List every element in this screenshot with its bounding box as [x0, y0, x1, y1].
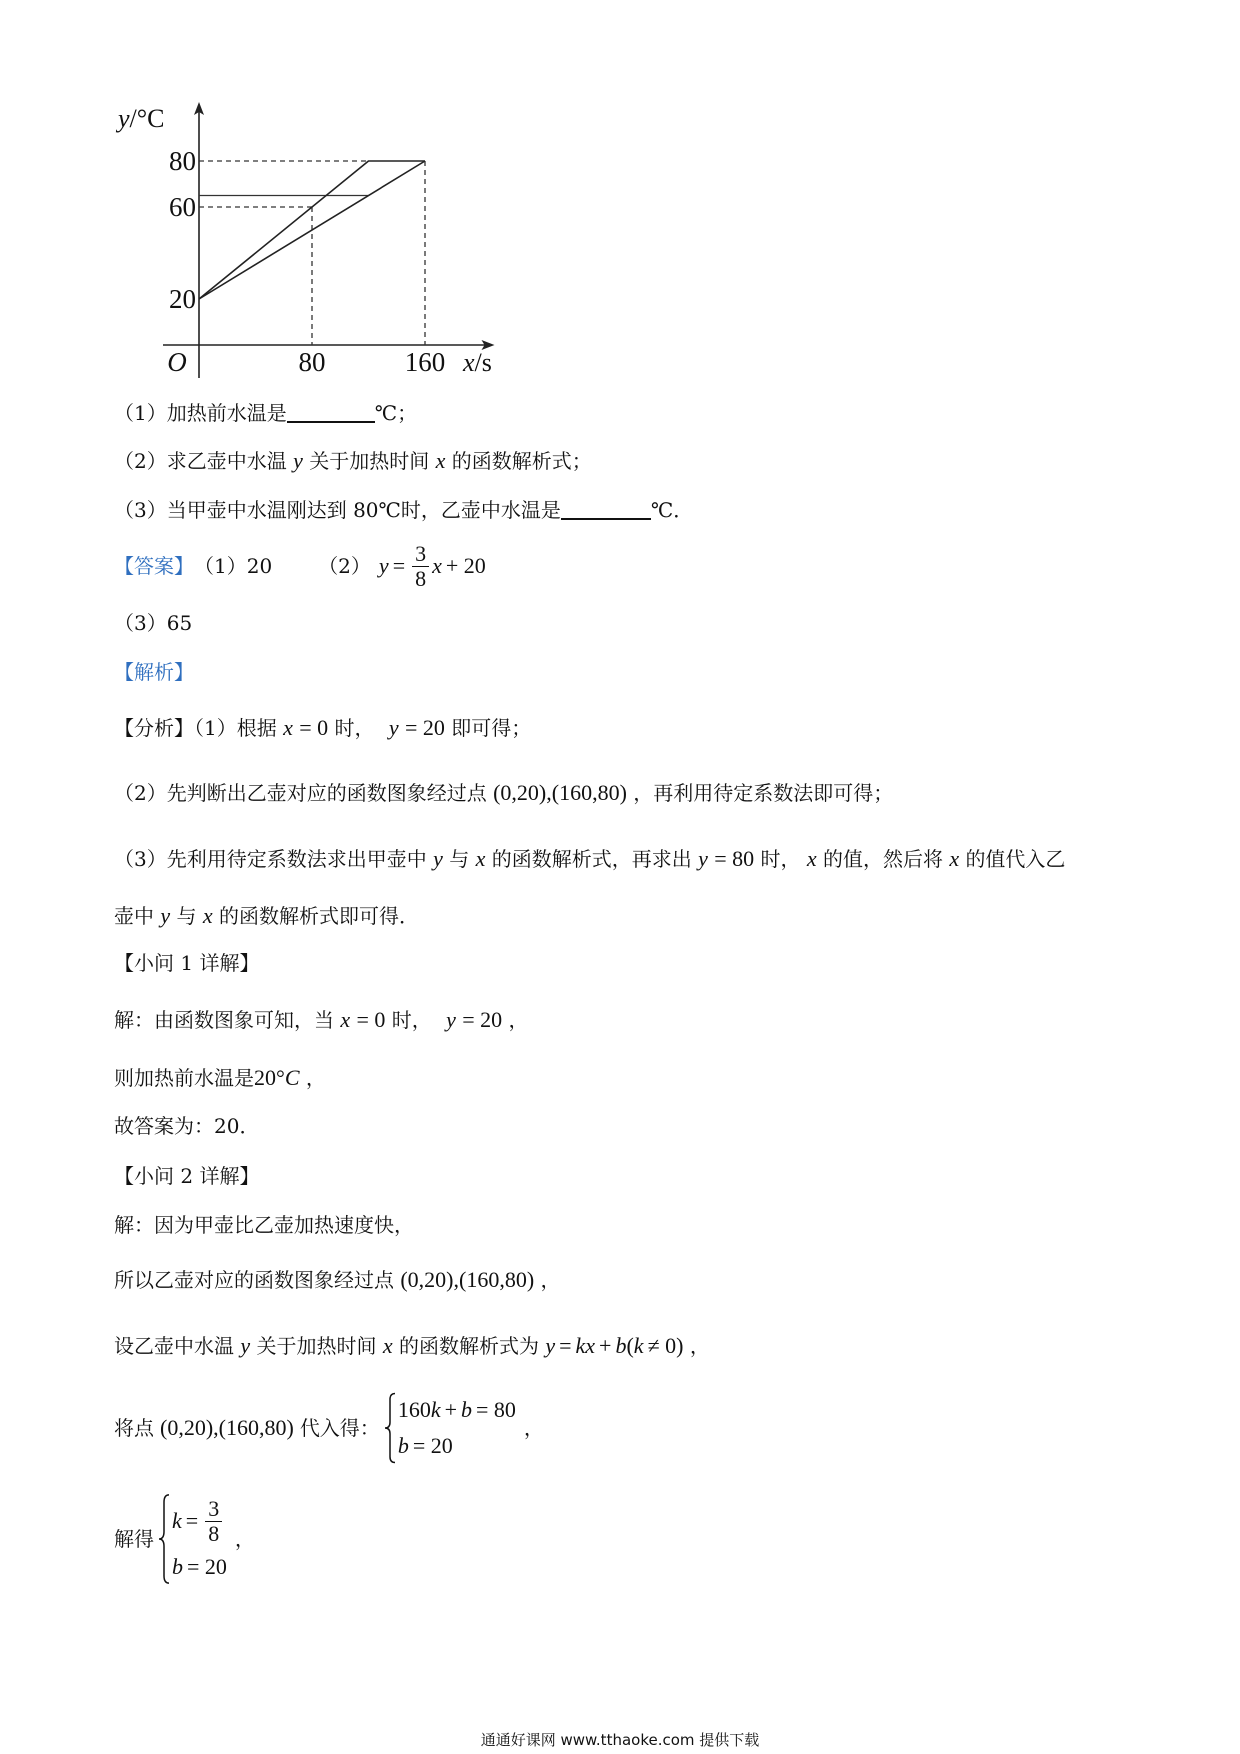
variable-b: b [615, 1333, 627, 1358]
detail-1-line-1 [114, 1006, 529, 1034]
math-segment: = 20 [462, 1007, 503, 1032]
question-1 [114, 399, 417, 427]
temperature-time-chart [100, 90, 520, 390]
text-segment: 设乙壶中水温 [114, 1334, 234, 1358]
question-2-text-a: （2）求乙壶中水温 [114, 449, 287, 473]
text-segment: ， [305, 1066, 326, 1090]
answer-part-3-text: （3）65 [114, 611, 193, 635]
equation-rows [398, 1392, 516, 1464]
text-segment: 代入得： [299, 1416, 380, 1440]
text-segment: 的函数解析式为 [398, 1334, 539, 1358]
variable-x: x [283, 715, 293, 740]
y-tick-label-20: 20 [169, 284, 196, 314]
question-1-unit: ℃； [374, 401, 418, 425]
answer-formula-y: y [378, 553, 389, 578]
detail-2-line-1 [114, 1211, 414, 1239]
text-segment: ， [689, 1334, 710, 1358]
detail-2-line-3 [114, 1332, 710, 1360]
page-footer: 通通好课网 www.tthaoke.com 提供下载 [480, 1731, 760, 1749]
variable-x: x [202, 903, 213, 928]
answer-blank-3 [561, 498, 651, 520]
text-segment: 与 [176, 904, 197, 928]
x-tick-label-80: 80 [298, 347, 326, 377]
solution-system [158, 1493, 227, 1585]
detail-2-tag: 【小问 2 详解】 [114, 1164, 260, 1188]
detail-2-line-2 [114, 1266, 561, 1294]
math-segment: = 0 [356, 1007, 386, 1032]
variable-y: y [388, 715, 399, 740]
y-axis-label-unit: /°C [129, 104, 165, 133]
variable-k: k [633, 1333, 644, 1358]
text-segment: 故答案为：20． [114, 1114, 260, 1138]
text-segment: ，再利用待定系数法即可得； [633, 781, 894, 805]
math-segment: = 80 [714, 846, 755, 871]
text-segment: ， [508, 1008, 529, 1032]
solution-row-1 [172, 1493, 227, 1549]
text-segment: 时， [760, 847, 801, 871]
variable-x: x [806, 846, 817, 871]
points-expression: (0,20),(160,80) [493, 780, 627, 805]
series-2-line [199, 161, 425, 299]
variable-x: x [382, 1333, 393, 1358]
origin-label: O [167, 347, 187, 377]
question-2-text-c: 的函数解析式； [451, 449, 592, 473]
left-brace-icon [158, 1493, 170, 1585]
text-segment: 的函数解析式，再求出 [491, 847, 692, 871]
text-segment: 的值，然后将 [822, 847, 943, 871]
answer-tag: 【答案】 [114, 554, 194, 578]
analysis-fenxi-tag: 【分析】 [114, 716, 194, 740]
question-1-text: （1）加热前水温是 [114, 401, 287, 425]
variable-x: x [435, 448, 446, 473]
answer-part-2-label: （2） [318, 554, 371, 578]
variable-y: y [545, 1333, 556, 1358]
fraction-numerator: 3 [412, 542, 429, 567]
text-segment: 关于加热时间 [256, 1334, 377, 1358]
question-3 [114, 496, 693, 524]
text-segment: 所以乙壶对应的函数图象经过点 [114, 1268, 394, 1292]
equation-system [384, 1392, 516, 1464]
question-3-unit: ℃． [650, 498, 694, 522]
answer-formula-rest: + 20 [445, 553, 486, 578]
temperature-value: 20° [254, 1065, 285, 1090]
math-segment: = 0 [299, 715, 329, 740]
points-expression: (0,20),(160,80) [400, 1267, 535, 1292]
solution-rows [172, 1493, 227, 1585]
variable-x: x [475, 846, 486, 871]
text-segment: 时， [391, 1008, 432, 1032]
text-segment: 壶中 [114, 904, 154, 928]
answer-blank-1 [287, 401, 375, 423]
variable-x: x [340, 1007, 351, 1032]
variable-kx: kx [575, 1333, 596, 1358]
x-tick-label-160: 160 [404, 347, 446, 377]
answer-formula-x: x [432, 553, 442, 578]
y-axis-label [115, 104, 165, 133]
math-plus: + [444, 1397, 457, 1422]
variable-b: b [172, 1554, 183, 1579]
x-axis-label-variable: x [463, 348, 475, 377]
fraction-denominator: 8 [208, 1520, 220, 1546]
math-paren: ( [626, 1333, 634, 1358]
text-segment: ， [540, 1268, 561, 1292]
equation-row-1 [398, 1392, 516, 1428]
text-segment: （3）先利用待定系数法求出甲壶中 [114, 847, 427, 871]
question-2 [114, 447, 592, 475]
variable-k: k [430, 1397, 441, 1422]
equation-row-2 [398, 1428, 516, 1464]
analysis-paragraph-1 [114, 714, 531, 742]
variable-k: k [172, 1508, 182, 1533]
variable-x: x [949, 846, 960, 871]
y-tick-label-80: 80 [169, 146, 196, 176]
celsius-symbol: C [284, 1065, 300, 1090]
analysis-paragraph-3 [114, 845, 1065, 873]
math-segment: = 20 [187, 1554, 227, 1579]
detail-2-line-4 [114, 1390, 544, 1466]
math-segment: = 80 [476, 1397, 516, 1422]
detail-1-tag: 【小问 1 详解】 [114, 951, 260, 975]
math-equals: = [559, 1333, 572, 1358]
variable-b: b [461, 1397, 472, 1422]
x-axis-label [462, 348, 492, 377]
solution-fraction [205, 1497, 222, 1546]
text-segment: 解：因为甲壶比乙壶加热速度快， [114, 1213, 414, 1237]
text-segment: 解得 [114, 1527, 154, 1551]
solution-row-2 [172, 1549, 227, 1585]
detail-1-heading [114, 949, 259, 977]
left-brace-icon [384, 1392, 396, 1464]
answer-part-1: （1）20 [194, 554, 273, 578]
variable-y: y [433, 846, 443, 871]
analysis-heading [114, 658, 194, 686]
math-segment: = 20 [404, 715, 445, 740]
text-segment: 即可得； [451, 716, 532, 740]
math-equals: = [185, 1508, 199, 1533]
y-axis-label-variable: y [118, 104, 130, 133]
text-segment: ， [234, 1527, 255, 1551]
answer-formula-equals: = [392, 553, 406, 578]
text-segment: 的函数解析式即可得． [218, 904, 419, 928]
text-segment: ， [523, 1416, 544, 1440]
answer-part-3 [114, 609, 192, 637]
variable-y: y [698, 846, 708, 871]
analysis-paragraph-3-continued [114, 902, 419, 930]
text-segment: 解：由函数图象可知，当 [114, 1008, 334, 1032]
analysis-tag: 【解析】 [114, 660, 194, 684]
detail-1-line-3 [114, 1112, 259, 1140]
text-segment: （2）先判断出乙壶对应的函数图象经过点 [114, 781, 487, 805]
detail-2-heading [114, 1162, 259, 1190]
question-2-text-b: 关于加热时间 [309, 449, 430, 473]
fraction-denominator: 8 [415, 565, 427, 591]
text-segment: 时， [334, 716, 375, 740]
analysis-paragraph-2 [114, 779, 893, 807]
text-segment: 与 [449, 847, 470, 871]
text-segment: 的值代入乙 [965, 847, 1066, 871]
variable-b: b [397, 1433, 409, 1458]
answer-fraction [412, 542, 429, 591]
math-segment: ≠ 0) [647, 1333, 684, 1358]
math-plus: + [599, 1333, 612, 1358]
x-axis-label-unit: /s [474, 348, 492, 377]
variable-y: y [240, 1333, 251, 1358]
y-tick-label-60: 60 [169, 192, 196, 222]
text-segment: 则加热前水温是 [114, 1066, 254, 1090]
points-expression: (0,20),(160,80) [160, 1415, 294, 1440]
detail-2-line-5 [114, 1493, 255, 1585]
variable-y: y [160, 903, 171, 928]
variable-y: y [446, 1007, 456, 1032]
question-3-text: （3）当甲壶中水温刚达到 80℃时，乙壶中水温是 [114, 498, 561, 522]
math-segment: = 20 [412, 1433, 453, 1458]
detail-1-line-2 [114, 1064, 326, 1092]
fraction-numerator: 3 [205, 1497, 222, 1522]
text-segment: 将点 [114, 1416, 154, 1440]
text-segment: （1）根据 [194, 716, 277, 740]
answer-line [114, 538, 486, 594]
math-segment: 160 [397, 1397, 431, 1422]
variable-y: y [293, 448, 303, 473]
